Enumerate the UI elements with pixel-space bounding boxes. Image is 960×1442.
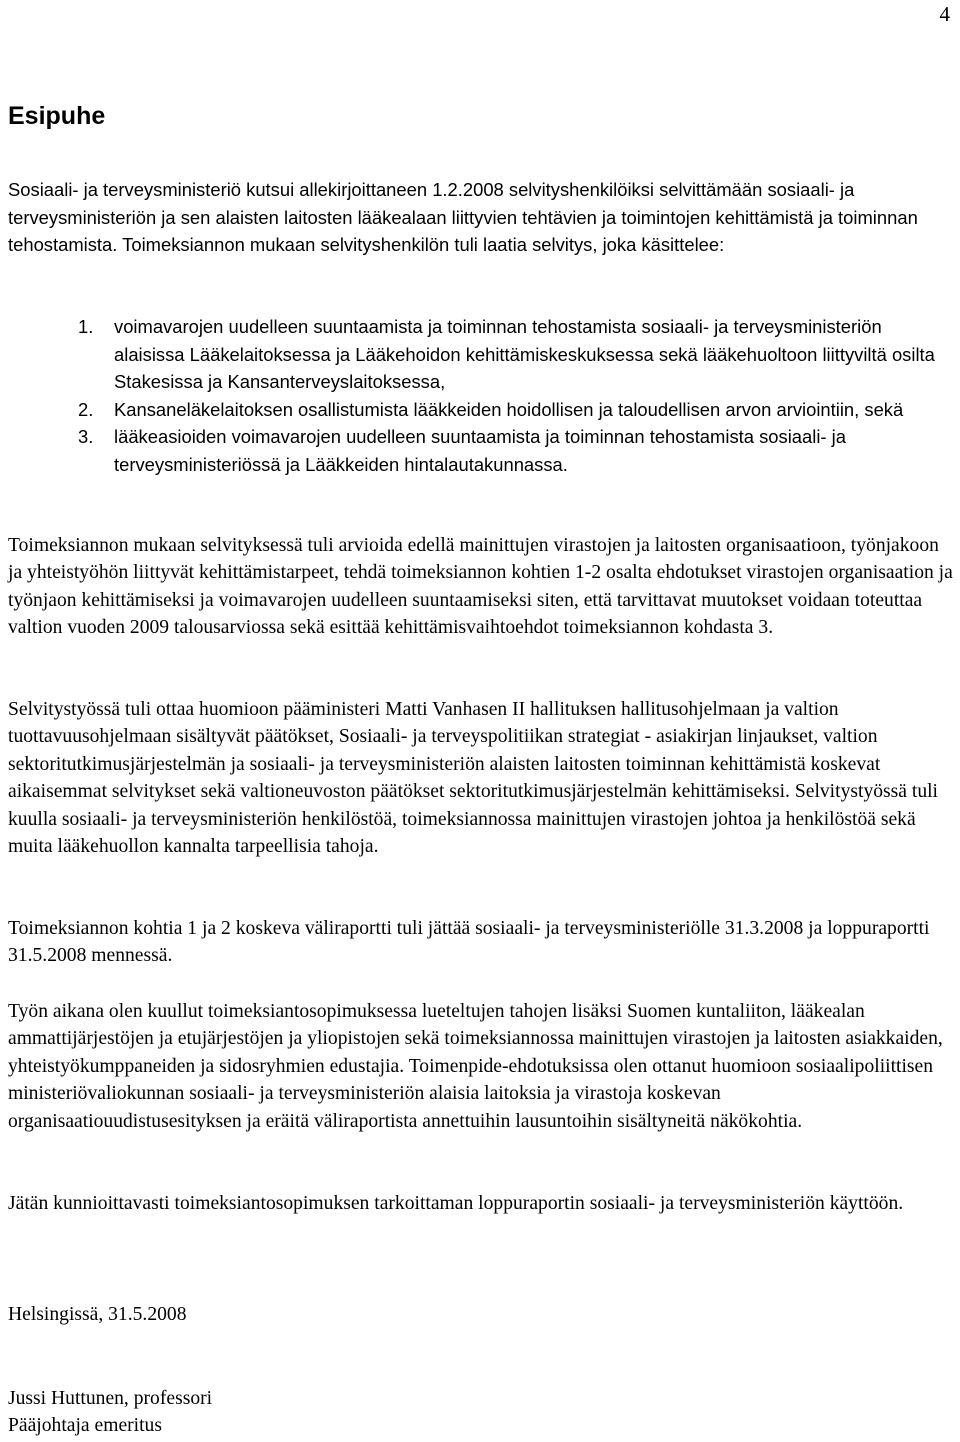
signature-title: Pääjohtaja emeritus xyxy=(8,1415,162,1436)
place-date: Helsingissä, 31.5.2008 xyxy=(8,1304,187,1325)
page-heading: Esipuhe xyxy=(8,102,106,130)
paragraph-submission: Jätän kunnioittavasti toimeksiantosopimuksen tarkoittaman loppuraportin sosiaali- ja terveysministeriön käyttöön. xyxy=(8,1193,904,1214)
paragraph-reports: Toimeksiannon kohtia 1 ja 2 koskeva väliraportti tuli jättää sosiaali- ja terveysministeriölle 31.3.2008 ja loppuraportti 31.5.2008 mennessä. xyxy=(8,918,930,967)
list-item-number: 1. xyxy=(78,316,94,337)
list-item-number: 3. xyxy=(78,426,94,447)
signature-name: Jussi Huttunen, professori xyxy=(8,1388,213,1409)
list-item-text: Kansaneläkelaitoksen osallistumista lääkkeiden hoidollisen ja taloudellisen arvon arviointiin, sekä xyxy=(114,398,904,420)
list-item xyxy=(78,396,954,424)
intro-paragraph: Sosiaali- ja terveysministeriö kutsui allekirjoittaneen 1.2.2008 selvityshenkilöiksi selvittämään sosiaali- ja terveysministeriön ja sen alaisten laitosten lääkealaan liittyvien tehtävien ja toimintojen kehittämistä ja toiminnan tehostamista. Toimeksiannon mukaan selvityshenkilön tuli laatia selvitys, joka käsittelee: xyxy=(8,179,918,255)
paragraph-consultations: Työn aikana olen kuullut toimeksiantosopimuksessa lueteltujen tahojen lisäksi Suomen kuntaliiton, lääkealan ammattijärjestöjen ja etujärjestöjen ja yliopistojen sekä toimeksiannossa mainittujen virastojen ja laitosten asiakkaiden, yhteistyökumppaneiden ja sidosryhmien edustajia. Toimenpide-ehdotuksissa olen ottanut huomioon sosiaalipoliittisen ministeriövaliokunnan sosiaali- ja terveysministeriön alaisia laitoksia ja virastoja koskevan organisaatiouudistusesityksen ja eräitä väliraportista annettuihin lausuntoihin sisältyneitä näkökohtia. xyxy=(8,1001,943,1132)
list-item xyxy=(78,313,954,396)
list-item-number: 2. xyxy=(78,398,94,420)
paragraph-assessment: Toimeksiannon mukaan selvityksessä tuli arvioida edellä mainittujen virastojen ja laitosten organisaatioon, työnjakoon ja yhteistyöhön liittyvät kehittämistarpeet, tehdä toimeksiannon kohtien 1-2 osalta ehdotukset virastojen organisaation ja työnjaon kehittämiseksi ja voimavarojen uudelleen suuntaamiseksi siten, että tarvittavat muutokset voidaan toteuttaa valtion vuoden 2009 talousarviossa sekä esittää kehittämisvaihtoehdot toimeksiannon kohdasta 3. xyxy=(8,535,953,639)
list-item xyxy=(78,423,954,478)
list-item-text: voimavarojen uudelleen suuntaamista ja toiminnan tehostamista sosiaali- ja terveysministeriön alaisissa Lääkelaitoksessa ja Lääkehoidon kehittämiskeskuksessa sekä lääkehuoltoon liittyviltä osilta Stakesissa ja Kansanterveyslaitoksessa, xyxy=(114,316,935,392)
list-item-text: lääkeasioiden voimavarojen uudelleen suuntaamista ja toiminnan tehostamista sosiaali- ja terveysministeriössä ja Lääkkeiden hintalautakunnassa. xyxy=(114,426,846,475)
paragraph-considerations: Selvitystyössä tuli ottaa huomioon pääministeri Matti Vanhasen II hallituksen hallitusohjelmaan ja valtion tuottavuusohjelmaan sisältyvät päätökset, Sosiaali- ja terveyspolitiikan strategiat - asiakirjan linjaukset, valtion sektoritutkimusjärjestelmän ja sosiaali- ja terveysministeriön alaisten laitosten toiminnan kehittämistä koskevat aikaisemmat selvitykset sekä valtioneuvoston päätökset sektoritutkimusjärjestelmän kehittämiseksi. Selvitystyössä tuli kuulla sosiaali- ja terveysministeriön henkilöstöä, toimeksiannossa mainittujen virastojen johtoa ja henkilöstöä sekä muita lääkehuollon kannalta tarpeellisia tahoja. xyxy=(8,699,939,858)
page-number: 4 xyxy=(939,2,950,26)
assignment-list xyxy=(78,313,954,478)
